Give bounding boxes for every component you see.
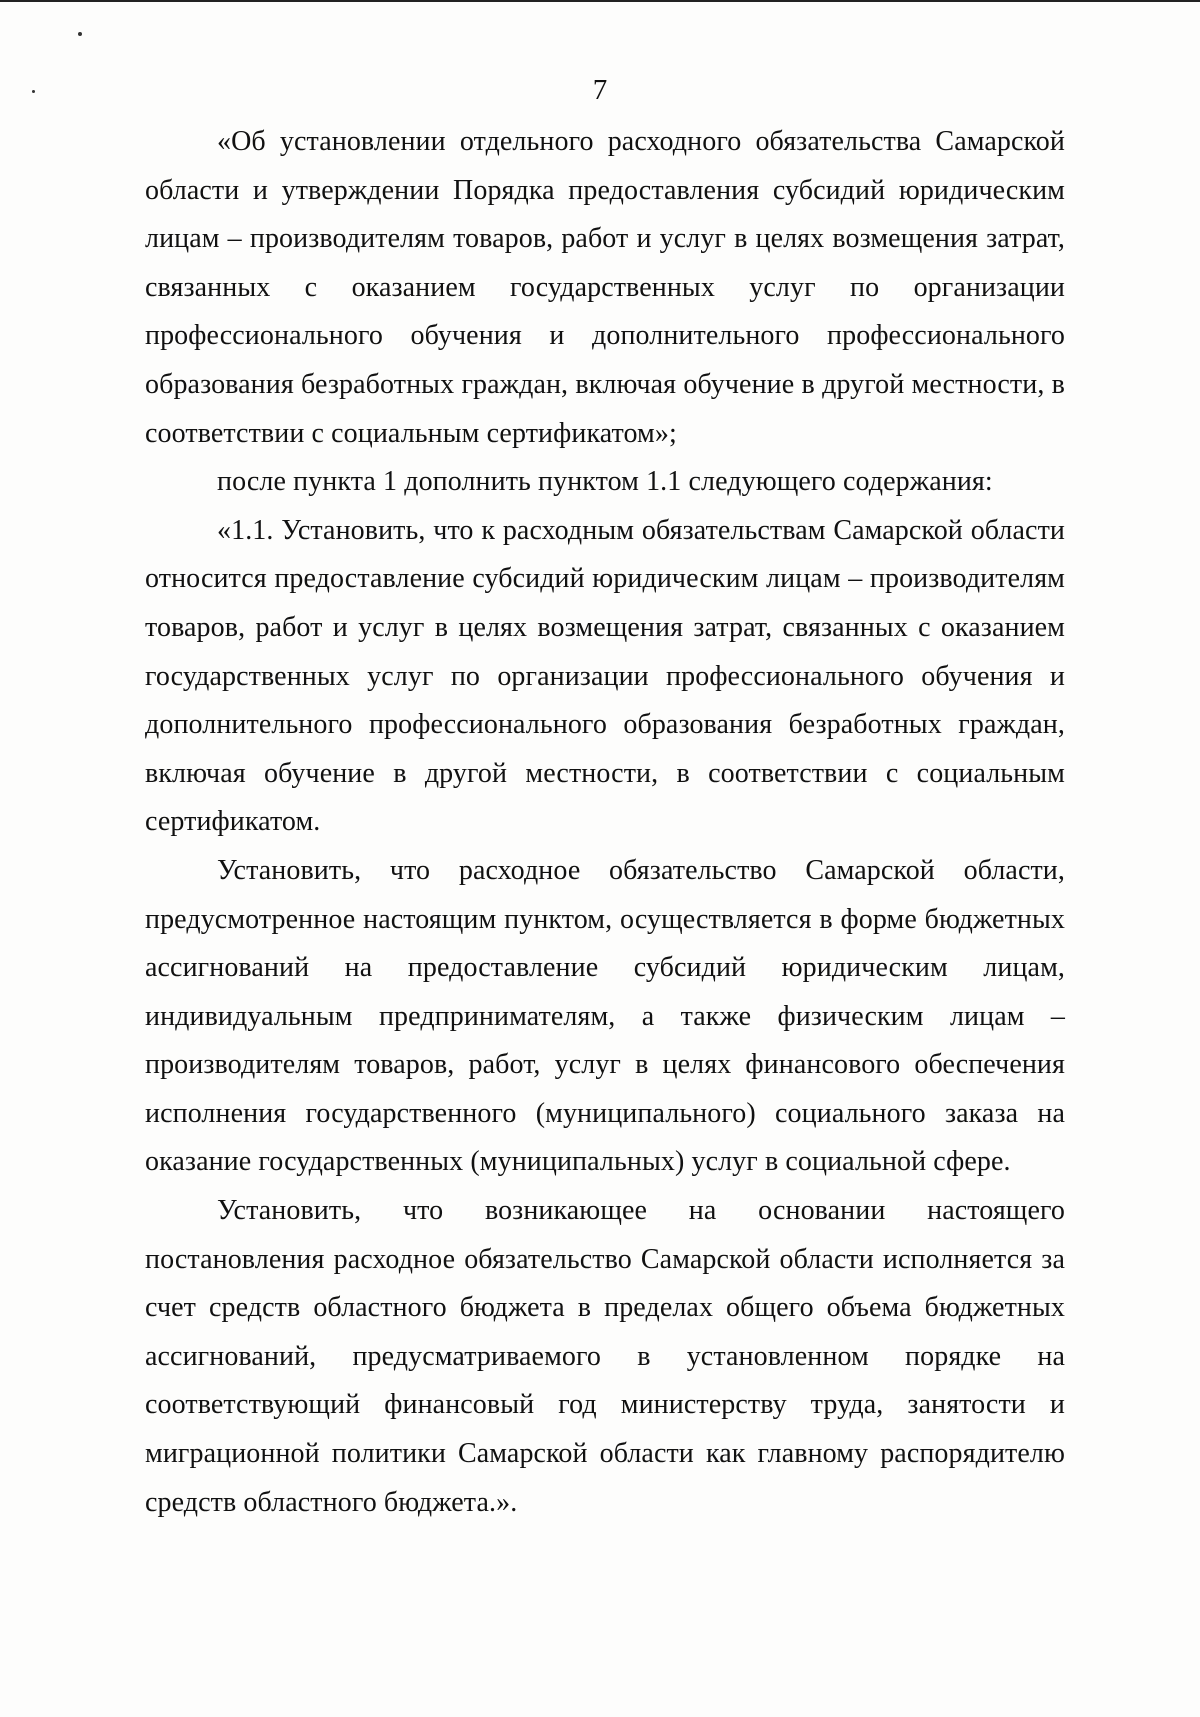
paragraph-insert-instruction: после пункта 1 дополнить пунктом 1.1 следующего содержания: [217,466,993,498]
paragraph-clause-1-1: «1.1. Установить, что к расходным обязательствам Самарской области относится предоставление субсидий юридическим лицам – производителям товаров, работ и услуг в целях возмещения затрат, связанных с оказанием государственных услуг по организации профессионального обучения и дополнительного профессионального образования безработных граждан, включая обучение в другой местности, в соответствии с социальным сертификатом. [145,514,1065,838]
paragraph-funding-source: Установить, что возникающее на основании настоящего постановления расходное обязательство Самарской области исполняется за счет средств областного бюджета в пределах общего объема бюджетных ассигнований, предусматриваемого в установленном порядке на соответствующий финансовый год министерству труда, занятости и миграционной политики Самарской области как главному распорядителю средств областного бюджета.». [145,1195,1065,1518]
page-number: 7 [592,74,608,106]
paragraph-decree-title: «Об установлении отдельного расходного обязательства Самарской области и утверждении Порядка предоставления субсидий юридическим лицам – производителям товаров, работ и услуг в целях возмещения затрат, связанных с оказанием государственных услуг по организации профессионального обучения и дополнительного профессионального образования безработных граждан, включая обучение в другой местности, в соответствии с социальным сертификатом»; [145,126,1065,449]
paragraph-budget-form: Установить, что расходное обязательство Самарской области, предусмотренное настоящим пунктом, осуществляется в форме бюджетных ассигнований на предоставление субсидий юридическим лицам, индивидуальным предпринимателям, а также физическим лицам – производителям товаров, работ, услуг в целях финансового обеспечения исполнения государственного (муниципального) социального заказа на оказание государственных (муниципальных) услуг в социальной сфере. [145,854,1065,1178]
document-body [145,118,1065,1527]
top-edge-line [0,0,1200,2]
scan-speck [78,32,82,36]
